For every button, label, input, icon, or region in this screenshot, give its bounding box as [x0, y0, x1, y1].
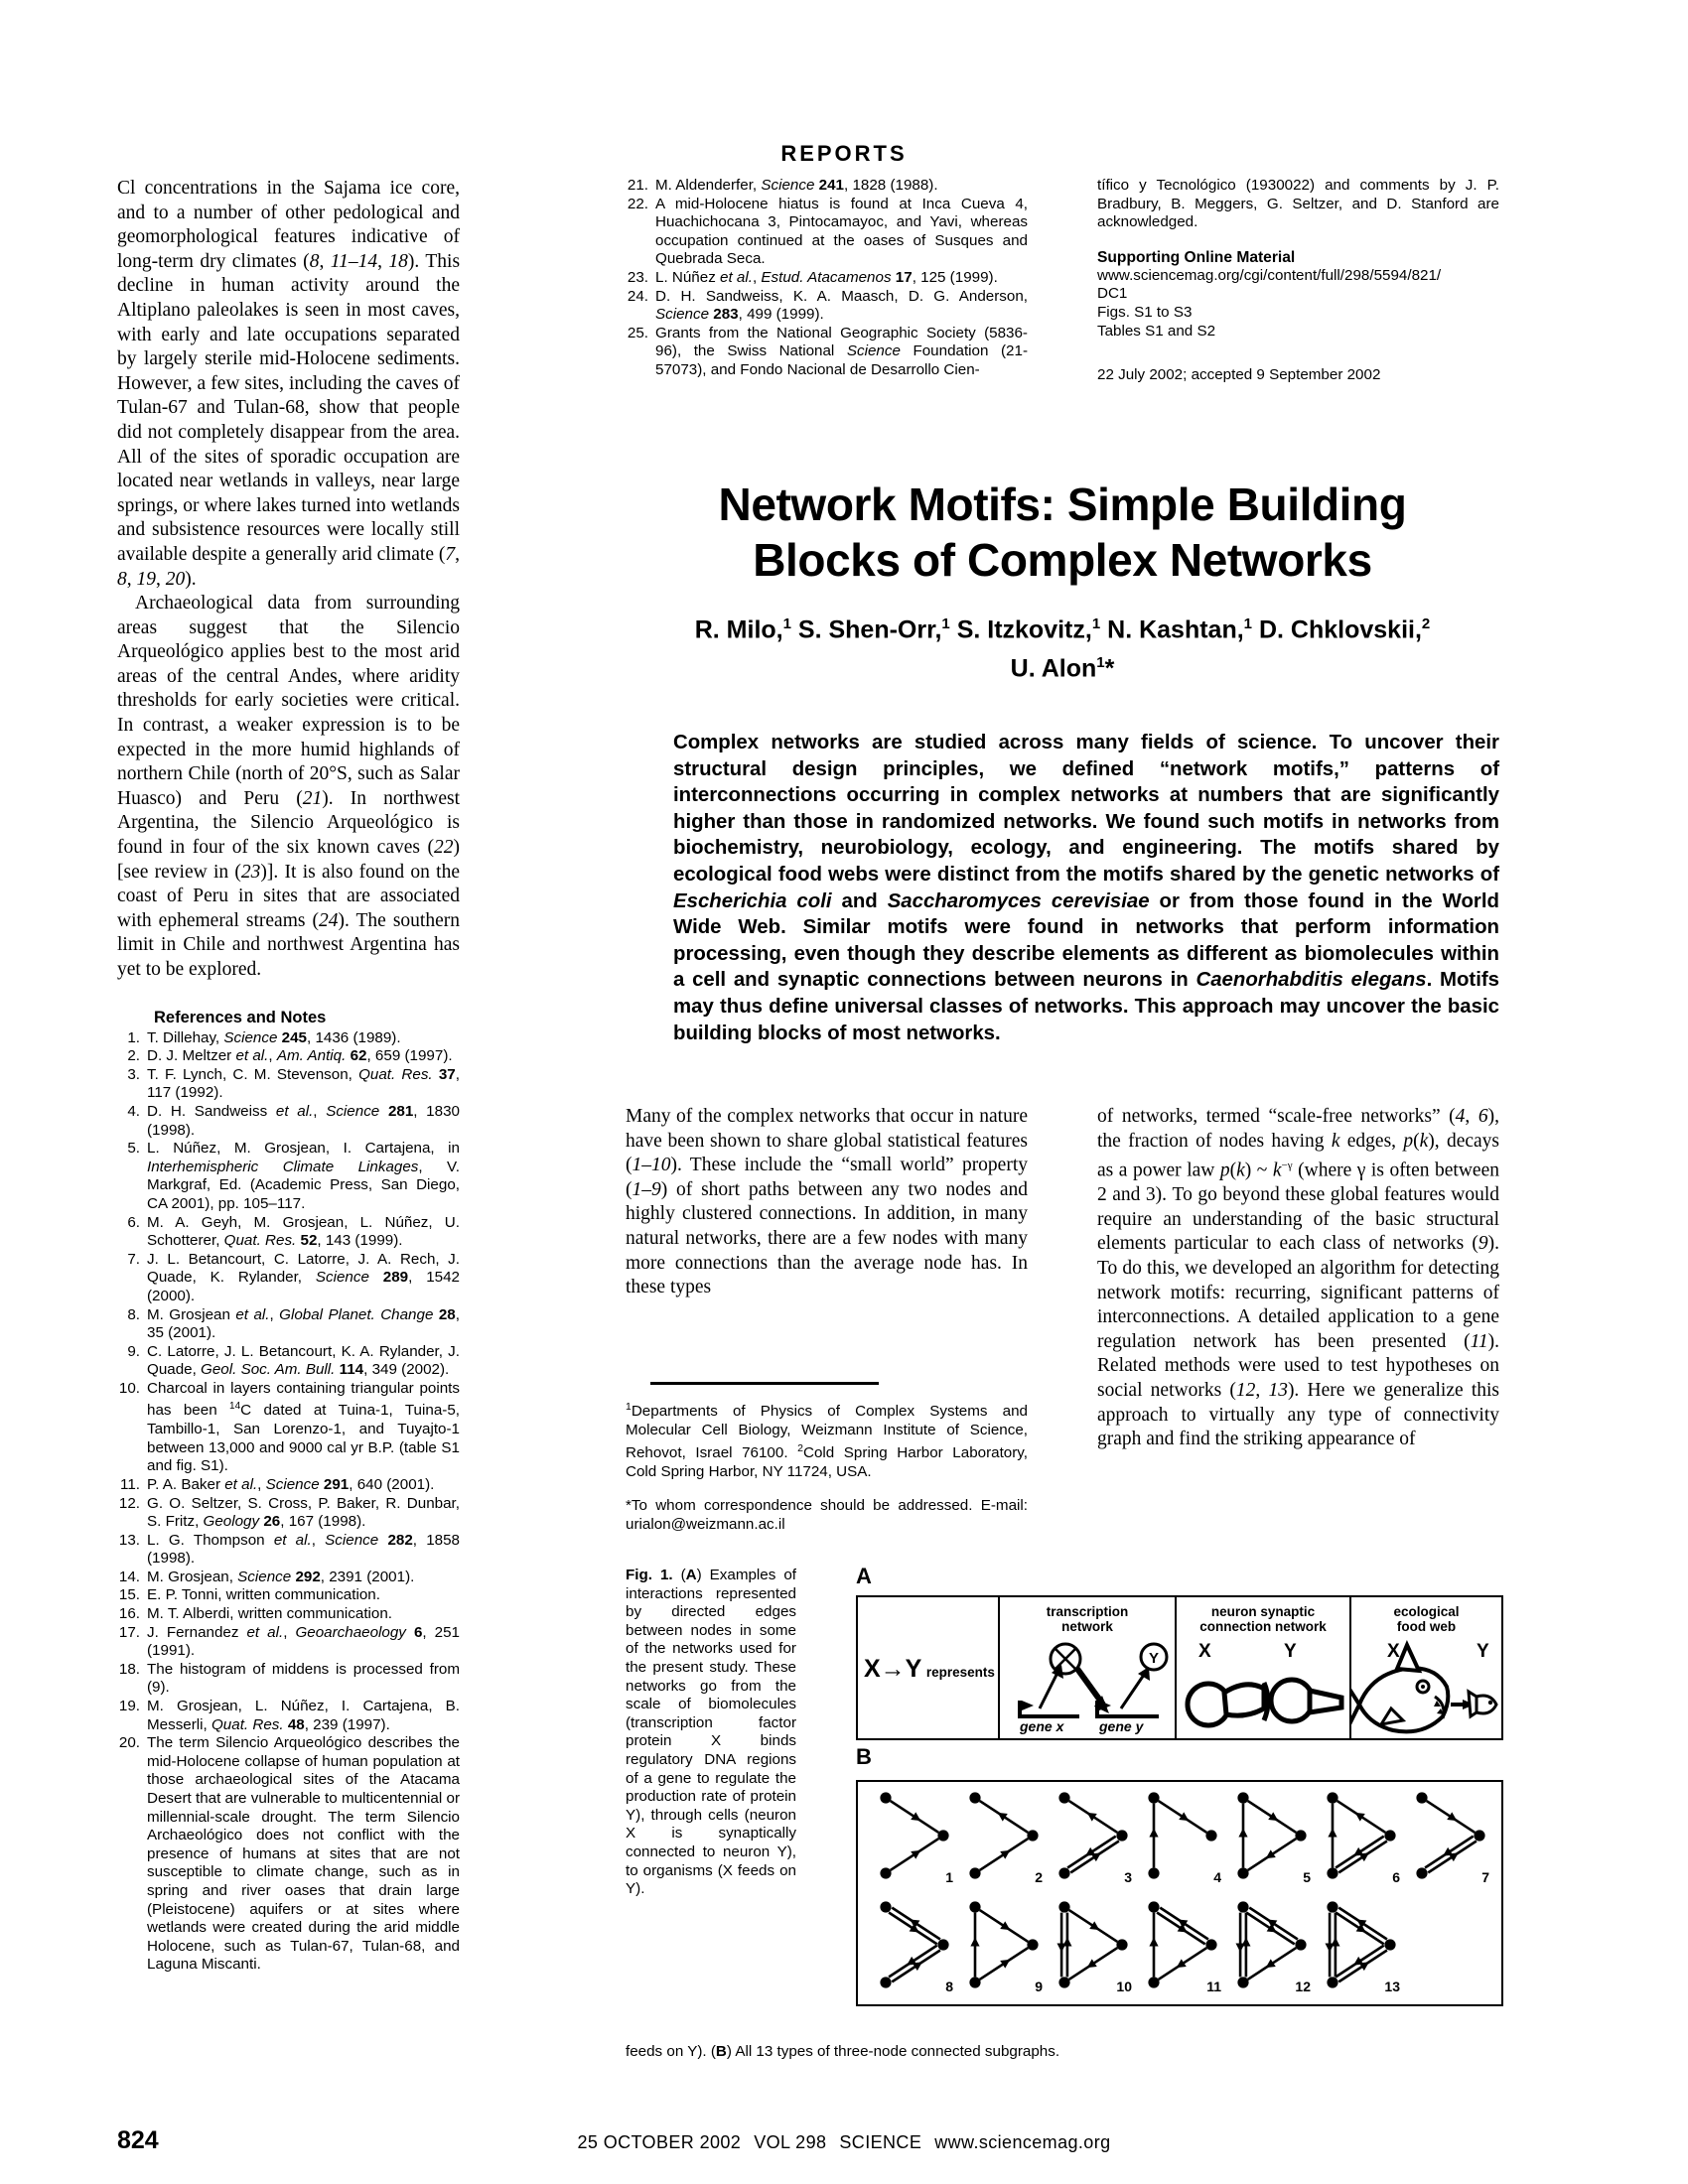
reference-item [117, 1586, 460, 1605]
reference-text: The term Silencio Arqueológico describes the mid-Holocene collapse of human population at those archaeological sites of the Atacama Desert that are vulnerable to multicentennial or millennial-scale drought. The term Silencio Archaeológico does not conflict with the presence of humans at sites that are not susceptible to climate change, such as in spring and river oases that drain large (Pleistocene) aquifers or at sites where wetlands were created during the arid middle Holocene, such as Tulan-67, Tulan-68, and Laguna Miscanti. [147, 1734, 460, 1974]
reference-text: J. Fernandez et al., Geoarchaeology 6, 251 (1991). [147, 1623, 460, 1660]
reference-item [117, 1698, 460, 1734]
graph-node [880, 1792, 891, 1803]
reference-text: L. Núñez et al., Estud. Atacamenos 17, 125 (1999). [655, 268, 998, 286]
subgraph-index: 10 [1116, 1979, 1132, 1994]
graph-node [1148, 1977, 1159, 1987]
middle-column-top [626, 177, 1028, 380]
graph-node [937, 1830, 948, 1841]
reference-text: E. P. Tonni, written communication. [147, 1586, 380, 1604]
reference-text: Grants from the National Geographic Society (5836-96), the Swiss National Science Foundation (21-57073), and Fondo Nacional de Desarrollo Cien- [655, 324, 1029, 378]
reference-text: D. J. Meltzer et al., Am. Antiq. 62, 659 (1997). [147, 1047, 453, 1065]
reference-number: 21. [627, 177, 648, 194]
subgraph-4 [1142, 1788, 1225, 1883]
article-continuation [117, 177, 460, 983]
reference-text: D. H. Sandweiss, K. A. Maasch, D. G. Anderson, Science 283, 499 (1999). [655, 287, 1028, 324]
reference-number: 25. [627, 324, 648, 341]
reference-text: P. A. Baker et al., Science 291, 640 (2001). [147, 1475, 435, 1493]
graph-node [1058, 1792, 1069, 1803]
continuation-paragraph-2: Archaeological data from surrounding areas suggest that the Silencio Arqueológico applies best to the most arid areas of the central Andes, where aridity thresholds for early societies were critical. In contrast, a weaker expression is to be expected in the more humid highlands of northern Chile (north of 20°S, such as Salar Huasco) and Peru (21). In northwest Argentina, the Silencio Arqueológico is found in four of the six known caves (22) [see review in (23)]. It is also found on the coast of Peru in sites that are associated with ephemeral streams (24). The southern limit in Chile and northwest Argentina has yet to be explored. [117, 593, 460, 980]
article-title-block [626, 477, 1499, 686]
represents-word: represents [925, 1665, 995, 1680]
subgraph-11 [1142, 1897, 1225, 1992]
subgraph-index: 13 [1384, 1979, 1400, 1994]
graph-node [1237, 1901, 1248, 1912]
reference-number: 5. [127, 1140, 140, 1158]
graph-node [1237, 1977, 1248, 1987]
subgraph-index: 4 [1213, 1869, 1221, 1885]
body-paragraph-left: Many of the complex networks that occur in nature have been shown to share global statistical features (1–10). These include the “small world” property (1–9) of short paths between any two nodes and highly clustered connections. In addition, in many natural networks, there are a few nodes with many more connections than the average node has. In these types [626, 1106, 1028, 1298]
foodweb-title-l2: food web [1396, 1619, 1457, 1634]
reference-number: 8. [127, 1305, 140, 1323]
subgraph-6 [1321, 1788, 1404, 1883]
graph-node [1327, 1792, 1337, 1803]
reference-item [117, 1380, 460, 1476]
reference-number: 2. [127, 1047, 140, 1065]
subgraph-index: 9 [1035, 1979, 1043, 1994]
panel-b-letter: B [856, 1744, 872, 1769]
graph-node [1384, 1939, 1395, 1950]
subgraph-8 [874, 1897, 957, 1992]
reference-text: D. H. Sandweiss et al., Science 281, 1830 (1998). [147, 1102, 460, 1139]
supporting-online-material-heading: Supporting Online Material [1097, 248, 1296, 266]
panel-a-cell-neuron [1177, 1597, 1351, 1738]
acknowledgment-continuation: tífico y Tecnológico (1930022) and comments by J. P. Bradbury, B. Meggers, G. Seltzer, and D. Stanford are acknowledged. [1097, 177, 1499, 231]
neuron-x-label: X [1198, 1641, 1211, 1662]
body-column-middle [626, 1105, 1028, 1300]
reference-number: 12. [118, 1494, 140, 1512]
page-number: 824 [117, 2126, 159, 2154]
transcription-title-l2: network [1061, 1619, 1113, 1634]
subgraph-index: 2 [1035, 1869, 1043, 1885]
reference-number: 1. [127, 1028, 140, 1046]
graph-node [1384, 1830, 1395, 1841]
graph-node [1148, 1792, 1159, 1803]
reference-number: 24. [627, 287, 648, 305]
graph-node [1205, 1939, 1216, 1950]
reference-text: M. Grosjean et al., Global Planet. Change 28, 35 (2001). [147, 1305, 460, 1342]
reference-text: C. Latorre, J. L. Betancourt, K. A. Rylander, J. Quade, Geol. Soc. Am. Bull. 114, 349 (2002). [147, 1342, 460, 1379]
author-line-1: R. Milo,$^1$ S. Shen-Orr,$^1$ S. Itzkovitz,$^1$ N. Kashtan,$^1$ D. Chklovskii,$^2$ [694, 615, 1431, 644]
graph-node [1058, 1901, 1069, 1912]
body-paragraph-right: of networks, termed “scale-free networks” (4, 6), the fraction of nodes having k edges, p(k), decays as a power law p(k) ~ $k^{-\gamma}$ (where γ is often between 2 and 3). To go beyond these global features would require an understanding of the basic structural elements particular to each class of networks (9). To do this, we developed an algorithm for detecting network motifs: recurring, significant patterns of interconnections. A detailed application to a gene regulation network has been presented (11). Related methods were used to test hypotheses on social networks (12, 13). Here we generalize this approach to virtually any type of connectivity graph and find the striking appearance of [1097, 1106, 1499, 1450]
reference-text: A mid-Holocene hiatus is found at Inca Cueva 4, Huachichocana 3, Pintocamayoc, and Yavi, whereas occupation continued at the oases of Susques and Quebrada Seca. [655, 195, 1028, 268]
graph-node [1295, 1939, 1306, 1950]
graph-node [1116, 1939, 1127, 1950]
panel-a-cell-foodweb [1351, 1597, 1501, 1738]
subgraph-10 [1053, 1897, 1136, 1992]
abstract: Complex networks are studied across many fields of science. To uncover their structural design principles, we defined “network motifs,” patterns of interconnections occurring in complex networks at numbers that are significantly higher than those in randomized networks. We found such motifs in networks from biochemistry, neurobiology, ecology, and engineering. The motifs shared by ecological food webs were distinct from the motifs shared by the genetic networks of Escherichia coli and Saccharomyces cerevisiae or from those found in the World Wide Web. Similar motifs were found in networks that perform information processing, even though they describe elements as different as biomolecules within a cell and synaptic connections between neurons in Caenorhabditis elegans. Motifs may thus define universal classes of networks. This approach may uncover the basic building blocks of most networks. [673, 732, 1500, 1044]
reference-item [117, 1251, 460, 1306]
panel-a-box [856, 1595, 1503, 1740]
reference-number: 4. [127, 1102, 140, 1120]
neuron-title-l2: connection network [1199, 1619, 1327, 1634]
running-head-text: REPORTS [780, 141, 908, 166]
reference-number: 20. [118, 1734, 140, 1752]
footer-journal: SCIENCE [839, 2132, 922, 2152]
graph-node [1148, 1867, 1159, 1878]
subgraph-index: 11 [1206, 1979, 1221, 1994]
graph-node [1327, 1867, 1337, 1878]
reference-text: T. F. Lynch, C. M. Stevenson, Quat. Res. 37, 117 (1992). [147, 1065, 460, 1102]
gene-x-label: gene x [1020, 1718, 1064, 1734]
reference-item [117, 1605, 460, 1624]
graph-node [1027, 1830, 1038, 1841]
reference-text: The histogram of middens is processed from (9). [147, 1660, 460, 1697]
foodweb-title-l1: ecological [1393, 1604, 1460, 1619]
footer-date: 25 OCTOBER 2002 [577, 2132, 742, 2152]
reference-item [117, 1306, 460, 1343]
reference-item [626, 196, 1028, 269]
reference-item [117, 1029, 460, 1048]
reference-number: 11. [120, 1475, 140, 1493]
subgraph-12 [1231, 1897, 1315, 1992]
references-list-middle [626, 177, 1028, 380]
references-list-left [117, 1029, 460, 1975]
subgraph-9 [963, 1897, 1047, 1992]
graph-node [969, 1901, 980, 1912]
graph-node [1416, 1792, 1427, 1803]
article-title-line-2: Blocks of Complex Networks [753, 534, 1372, 586]
graph-node [969, 1867, 980, 1878]
subgraph-1 [874, 1788, 957, 1883]
graph-node [969, 1977, 980, 1987]
transcription-title-l1: transcription [1046, 1604, 1129, 1619]
reference-item [117, 1140, 460, 1213]
subgraph-index: 8 [945, 1979, 953, 1994]
reference-number: 16. [118, 1605, 140, 1623]
running-head [0, 141, 1688, 167]
references-heading: References and Notes [154, 1008, 327, 1026]
subgraph-index: 1 [945, 1869, 953, 1885]
panel-a-cell-transcription [1000, 1597, 1177, 1738]
subgraph-index: 12 [1295, 1979, 1311, 1994]
graph-node [969, 1792, 980, 1803]
figure-caption-tail: feeds on Y). (B) All 13 types of three-node connected subgraphs. [626, 2043, 1060, 2060]
footer-volume: VOL 298 [754, 2132, 827, 2152]
reference-item [117, 1476, 460, 1495]
reference-number: 18. [118, 1660, 140, 1678]
reference-item [626, 269, 1028, 288]
graph-node [1027, 1939, 1038, 1950]
reference-number: 19. [118, 1698, 140, 1715]
reference-text: M. Grosjean, L. Núñez, I. Cartajena, B. Messerli, Quat. Res. 48, 239 (1997). [147, 1698, 460, 1733]
subgraph-3 [1053, 1788, 1136, 1883]
xy-represents-label [864, 1655, 995, 1684]
reference-number: 13. [118, 1531, 140, 1549]
reference-number: 14. [118, 1568, 140, 1585]
graph-node [1416, 1867, 1427, 1878]
panel-a-cell-represents [858, 1597, 1000, 1738]
reference-item [117, 1495, 460, 1532]
reference-item [626, 177, 1028, 196]
reference-item [117, 1661, 460, 1698]
neuron-title-l1: neuron synaptic [1210, 1604, 1316, 1619]
reference-number: 7. [127, 1250, 140, 1268]
reference-number: 3. [127, 1065, 140, 1083]
subgraph-13 [1321, 1897, 1404, 1992]
svg-text:Y: Y [1148, 1650, 1160, 1667]
reference-text: T. Dillehay, Science 245, 1436 (1989). [147, 1028, 401, 1046]
footnote-divider [650, 1382, 879, 1385]
graph-node [1474, 1830, 1484, 1841]
right-column-top [1097, 177, 1499, 385]
subgraph-index: 3 [1124, 1869, 1132, 1885]
graph-node [1148, 1901, 1159, 1912]
supporting-url[interactable]: www.sciencemag.org/cgi/content/full/298/5594/821/ DC1 [1097, 266, 1442, 303]
reference-item [117, 1066, 460, 1103]
reference-text: L. G. Thompson et al., Science 282, 1858 (1998). [147, 1531, 460, 1568]
graph-node [1237, 1792, 1248, 1803]
submission-dates: 22 July 2002; accepted 9 September 2002 [1097, 366, 1381, 384]
graph-node [1116, 1830, 1127, 1841]
graph-node [1237, 1867, 1248, 1878]
reference-item [117, 1624, 460, 1661]
foodweb-y-label: Y [1477, 1641, 1489, 1662]
graph-node [1058, 1977, 1069, 1987]
supporting-figs: Figs. S1 to S3 [1097, 303, 1193, 321]
figure-caption: Fig. 1. (A) Examples of interactions represented by directed edges between nodes in some of the networks used for the present study. These networks go from the scale of biomolecules (transcription factor protein X binds regulatory DNA regions of a gene to regulate the production rate of protein Y), through cells (neuron X is synaptically connected to neuron Y), to organisms (X feeds on Y). [626, 1567, 796, 1898]
reference-item [117, 1214, 460, 1251]
body-column-right [1097, 1105, 1499, 1452]
page-title [626, 477, 1499, 588]
reference-number: 23. [627, 268, 648, 286]
panel-b-box [856, 1780, 1503, 2006]
reference-text: M. A. Geyh, M. Grosjean, L. Núñez, U. Schotterer, Quat. Res. 52, 143 (1999). [147, 1213, 460, 1250]
reference-text: J. L. Betancourt, C. Latorre, J. A. Rech, J. Quade, K. Rylander, Science 289, 1542 (2000). [147, 1250, 460, 1304]
subgraph-7 [1410, 1788, 1493, 1883]
reference-text: M. Grosjean, Science 292, 2391 (2001). [147, 1568, 415, 1585]
supporting-tables: Tables S1 and S2 [1097, 322, 1216, 340]
reference-item [117, 1103, 460, 1140]
reference-number: 10. [118, 1379, 140, 1397]
reference-number: 15. [118, 1586, 140, 1604]
author-line-2: U. Alon$^1$* [1010, 654, 1115, 683]
foodweb-x-label: X [1387, 1641, 1400, 1662]
subgraph-index: 7 [1481, 1869, 1489, 1885]
article-title-line-1: Network Motifs: Simple Building [718, 478, 1407, 530]
reference-number: 22. [627, 195, 648, 212]
reference-item [117, 1734, 460, 1975]
reference-text: G. O. Seltzer, S. Cross, P. Baker, R. Dunbar, S. Fritz, Geology 26, 167 (1998). [147, 1494, 460, 1531]
reference-item [117, 1343, 460, 1380]
reference-item [117, 1047, 460, 1066]
reference-text: L. Núñez, M. Grosjean, I. Cartajena, in Interhemispheric Climate Linkages, V. Markgraf, Ed. (Academic Press, San Diego, CA 2001), pp. 105–117. [147, 1140, 460, 1212]
subgraph-index: 5 [1303, 1869, 1311, 1885]
graph-node [937, 1939, 948, 1950]
xy-arrow-label: X→Y [864, 1655, 922, 1683]
subgraph-5 [1231, 1788, 1315, 1883]
graph-node [1295, 1830, 1306, 1841]
neuron-diagram [1177, 1597, 1351, 1742]
graph-node [1058, 1867, 1069, 1878]
author-affiliation: $^1$Departments of Physics of Complex Systems and Molecular Cell Biology, Weizmann Institute of Science, Rehovot, Israel 76100. $^2$Cold Spring Harbor Laboratory, Cold Spring Harbor, NY 11724, USA. [626, 1401, 1028, 1480]
author-list [626, 608, 1499, 686]
graph-node [1327, 1901, 1337, 1912]
reference-text: Charcoal in layers containing triangular points has been $^{14}$C dated at Tuina-1, Tuina-5, Tambillo-1, San Lorenzo-1, and Tuyajto-1 between 13,000 and 9000 cal yr B.P. (table S1 and fig. S1). [147, 1379, 460, 1475]
reference-text: M. T. Alberdi, written communication. [147, 1605, 393, 1623]
subgraph-2 [963, 1788, 1047, 1883]
left-column [117, 177, 460, 1975]
reference-text: M. Aldenderfer, Science 241, 1828 (1988). [655, 177, 938, 194]
foodweb-diagram [1351, 1597, 1500, 1742]
continuation-paragraph-1: Cl concentrations in the Sajama ice core, and to a number of other pedological and geomorphological features indicative of long-term dry climates (8, 11–14, 18). This decline in human activity around the Altiplano paleolakes is seen in most caves, with early and late occupations separated by largely sterile mid-Holocene sediments. However, a few sites, including the caves of Tulan-67 and Tulan-68, show that people did not completely disappear from the area. All of the sites of sporadic occupation are located near wetlands in valleys, near large springs, or where lakes turned into wetlands and subsistence resources were locally still available despite a generally arid climate (7, 8, 19, 20). [117, 178, 461, 590]
subgraph-index: 6 [1392, 1869, 1400, 1885]
reference-item [117, 1532, 460, 1569]
reference-number: 9. [127, 1342, 140, 1360]
gene-y-label: gene y [1099, 1718, 1144, 1734]
reference-number: 17. [118, 1623, 140, 1641]
reference-item [626, 288, 1028, 325]
graph-node [880, 1867, 891, 1878]
graph-node [880, 1977, 891, 1987]
reference-item [626, 325, 1028, 380]
reference-item [117, 1569, 460, 1587]
reference-number: 6. [127, 1213, 140, 1231]
correspondence-note: *To whom correspondence should be addressed. E-mail: urialon@weizmann.ac.il [626, 1497, 1028, 1533]
neuron-y-label: Y [1284, 1641, 1297, 1662]
footer-url[interactable]: www.sciencemag.org [934, 2132, 1111, 2152]
graph-node [1205, 1830, 1216, 1841]
graph-node [880, 1901, 891, 1912]
graph-node [1327, 1977, 1337, 1987]
figure-1 [856, 1564, 1503, 2040]
page-footer [0, 2132, 1688, 2153]
panel-a-letter: A [856, 1564, 872, 1588]
